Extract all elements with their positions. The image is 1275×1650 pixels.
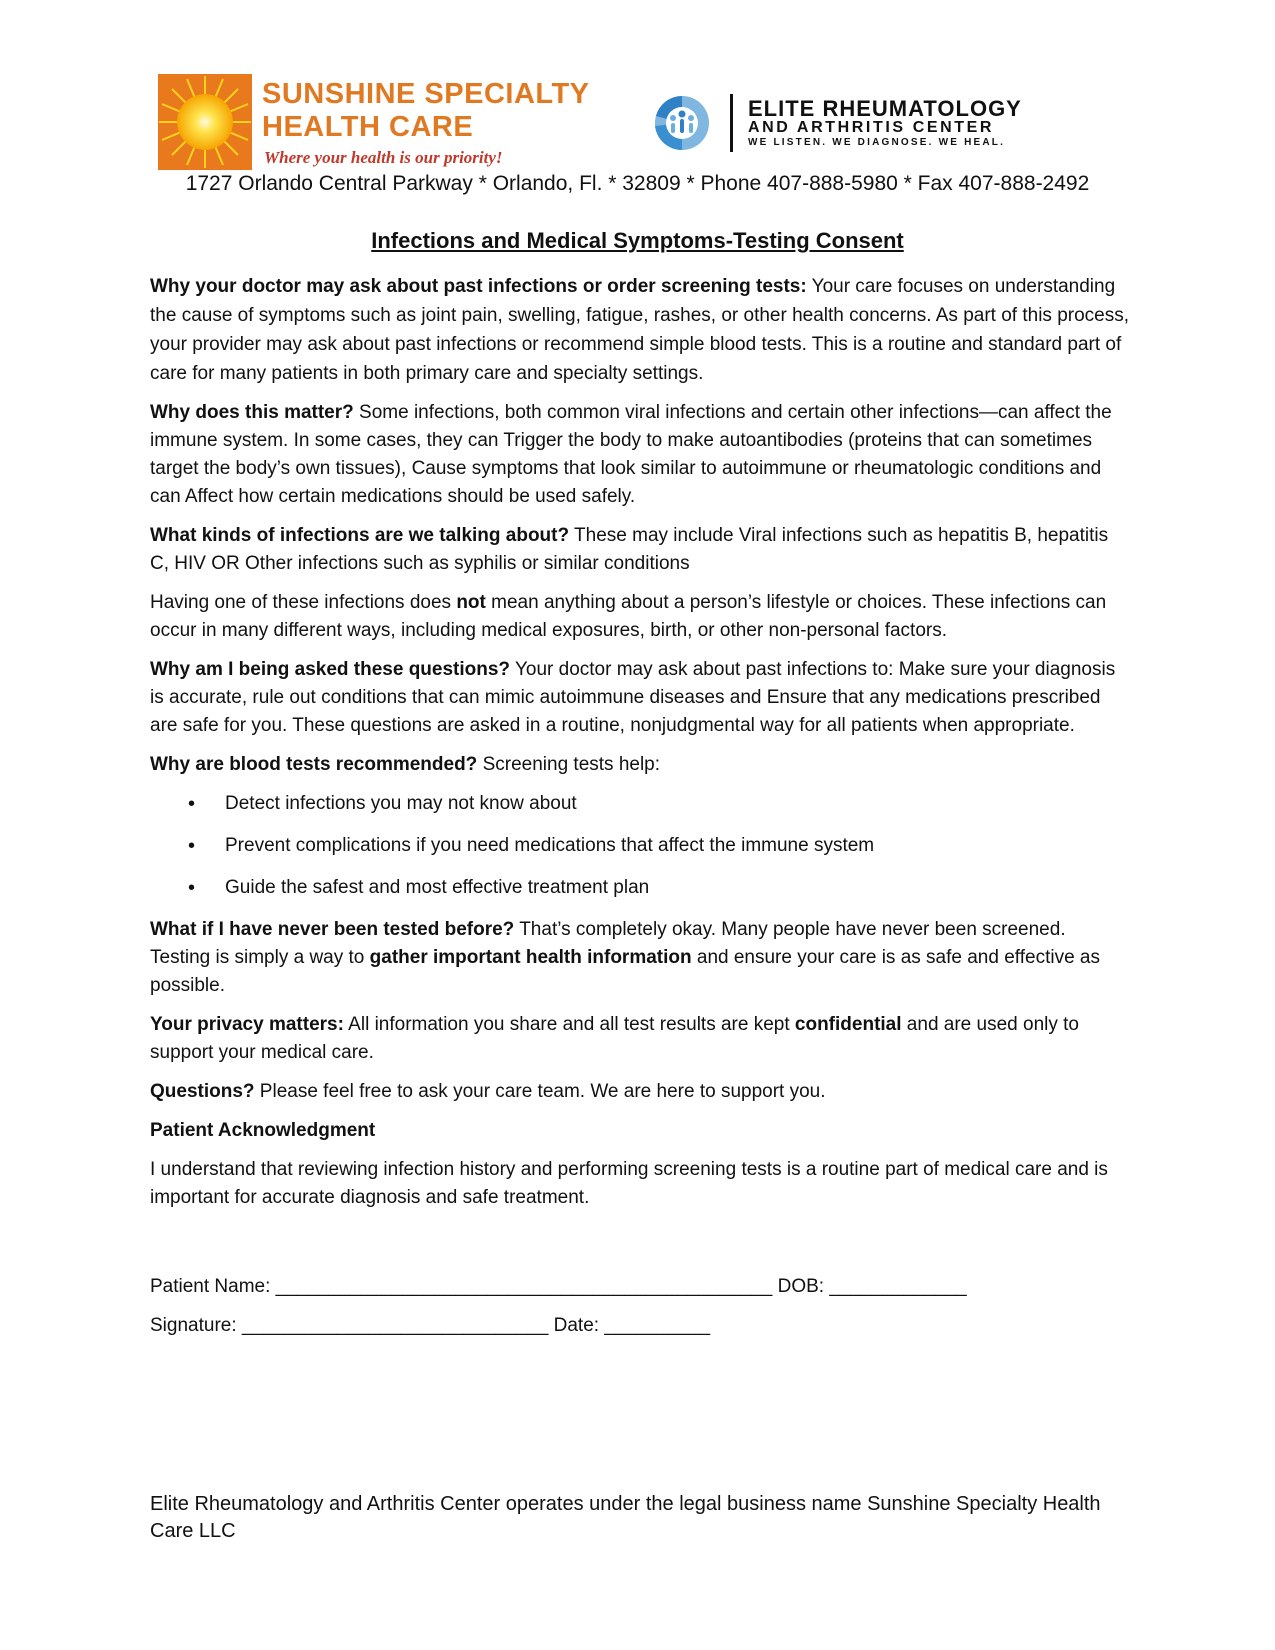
document-body bbox=[150, 272, 1130, 1351]
elite-logo-line1: ELITE RHEUMATOLOGY bbox=[748, 96, 1022, 121]
date-label: Date: bbox=[548, 1315, 605, 1336]
elite-logo-mark-icon bbox=[648, 94, 718, 152]
sunshine-logo-tagline: Where your health is our priority! bbox=[264, 148, 503, 167]
heading-privacy: Your privacy matters: bbox=[150, 1014, 344, 1035]
list-item: • Guide the safest and most effective treatment plan bbox=[188, 877, 650, 899]
paragraph-why-ask: Why your doctor may ask about past infections or order screening tests: Your care focuses on understanding the cause of symptoms such as joint pain, swelling, fatigue, rashes, or other health concerns. As part of this process, your provider may ask about past infections or recommend simple blood tests. This is a routine and standard part of care for many patients in both primary care and specialty settings. bbox=[150, 276, 1130, 384]
patient-name-row bbox=[150, 1273, 1130, 1301]
list-item: • Prevent complications if you need medications that affect the immune system bbox=[188, 835, 875, 857]
dob-label: DOB: bbox=[772, 1276, 830, 1297]
heading-why-matter: Why does this matter? bbox=[150, 402, 354, 423]
heading-questions: Questions? bbox=[150, 1081, 255, 1102]
heading-why-asked: Why am I being asked these questions? bbox=[150, 659, 511, 680]
sunshine-logo-name: SUNSHINE SPECIALTY HEALTH CARE bbox=[262, 78, 590, 143]
paragraph-acknowledgment: I understand that reviewing infection history and performing screening tests is a routine part of medical care and is important for accurate diagnosis and safe treatment. bbox=[150, 1159, 1108, 1208]
paragraph-what-kinds: What kinds of infections are we talking about? These may include Viral infections such as hepatitis B, hepatitis C, HIV OR Other infections such as syphilis or similar conditions bbox=[150, 525, 1109, 574]
list-item: • Detect infections you may not know about bbox=[188, 793, 577, 815]
heading-never-tested: What if I have never been tested before? bbox=[150, 919, 515, 940]
sun-icon bbox=[158, 74, 252, 170]
paragraph-lifestyle: Having one of these infections does not mean anything about a person’s lifestyle or choices. These infections can occur in many different ways, including medical exposures, birth, or other non-personal factors. bbox=[150, 592, 1107, 641]
patient-name-label: Patient Name: bbox=[150, 1276, 276, 1297]
paragraph-never-tested: What if I have never been tested before? That’s completely okay. Many people have never been screened. Testing is simply a way to gather important health information and ensure your care is as safe and effective as possible. bbox=[150, 919, 1100, 996]
signature-field[interactable]: _____________________________ bbox=[241, 1315, 549, 1336]
heading-what-kinds: What kinds of infections are we talking about? bbox=[150, 525, 570, 546]
paragraph-why-matter: Why does this matter? Some infections, both common viral infections and certain other infections—can affect the immune system. In some cases, they can Trigger the body to make autoantibodies (proteins that can sometimes target the body’s own tissues), Cause symptoms that look similar to autoimmune or rheumatologic conditions and can Affect how certain medications should be used safely. bbox=[150, 402, 1112, 507]
paragraph-why-asked: Why am I being asked these questions? Your doctor may ask about past infections to: Make sure your diagnosis is accurate, rule out conditions that can mimic autoimmune diseases and Ensure that any medications prescribed are safe for you. These questions are asked in a routine, nonjudgmental way for all patients when appropriate. bbox=[150, 659, 1116, 736]
date-field[interactable]: __________ bbox=[604, 1315, 711, 1336]
signature-label: Signature: bbox=[150, 1315, 242, 1336]
heading-blood-tests: Why are blood tests recommended? bbox=[150, 754, 478, 775]
elite-logo bbox=[648, 92, 1068, 158]
address-line: 1727 Orlando Central Parkway * Orlando, Fl. * 32809 * Phone 407-888-5980 * Fax 407-888-2492 bbox=[185, 172, 1090, 195]
legal-footer-note: Elite Rheumatology and Arthritis Center operates under the legal business name Sunshine Specialty Health Care LLC bbox=[150, 1493, 1101, 1542]
dob-field[interactable]: _____________ bbox=[829, 1276, 967, 1297]
screening-benefits-list bbox=[150, 790, 1130, 902]
elite-logo-line2: AND ARTHRITIS CENTER bbox=[748, 119, 995, 136]
paragraph-privacy: Your privacy matters: All information you share and all test results are kept confidential and are used only to support your medical care. bbox=[150, 1014, 1079, 1063]
heading-acknowledgment: Patient Acknowledgment bbox=[150, 1120, 376, 1141]
heading-why-ask: Why your doctor may ask about past infections or order screening tests: bbox=[150, 276, 807, 297]
elite-logo-slogan: WE LISTEN. WE DIAGNOSE. WE HEAL. bbox=[748, 137, 1006, 148]
elite-logo-divider bbox=[730, 94, 733, 152]
document-title: Infections and Medical Symptoms-Testing Consent bbox=[371, 228, 904, 253]
signature-row bbox=[150, 1312, 1130, 1340]
paragraph-blood-tests: Why are blood tests recommended? Screening tests help: bbox=[150, 754, 661, 775]
paragraph-questions: Questions? Please feel free to ask your care team. We are here to support you. bbox=[150, 1081, 826, 1102]
patient-name-field[interactable]: _______________________________________________ bbox=[275, 1276, 773, 1297]
sunshine-logo bbox=[158, 74, 588, 170]
